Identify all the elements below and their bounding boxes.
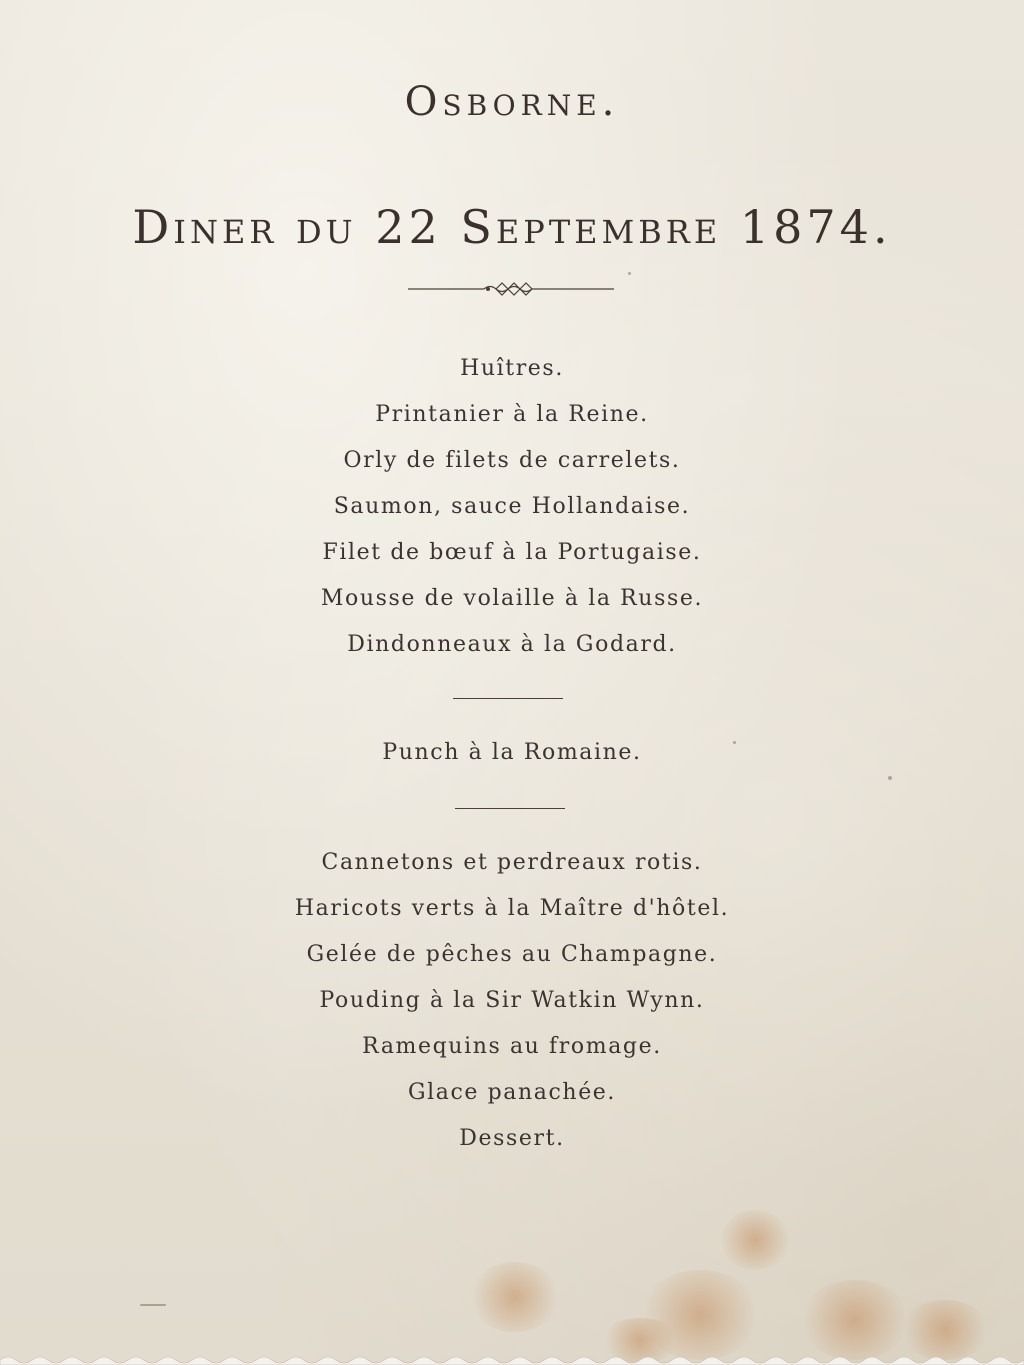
- speck: [140, 1304, 166, 1306]
- ornamental-divider: [408, 278, 614, 300]
- menu-item: Glace panachée.: [407, 1080, 617, 1105]
- menu-item: Mousse de volaille à la Russe.: [320, 586, 704, 611]
- speck: [628, 272, 631, 275]
- menu-item: Gelée de pêches au Champagne.: [306, 942, 718, 967]
- menu-item: Pouding à la Sir Watkin Wynn.: [319, 988, 705, 1013]
- dinner-date-heading: Diner du 22 Septembre 1874.: [132, 200, 892, 255]
- menu-item: Orly de filets de carrelets.: [343, 448, 681, 473]
- menu-item: Haricots verts à la Maître d'hôtel.: [294, 896, 730, 921]
- menu-item: Cannetons et perdreaux rotis.: [321, 850, 703, 875]
- menu-item: Filet de bœuf à la Portugaise.: [322, 540, 702, 565]
- menu-item: Dindonneaux à la Godard.: [347, 632, 677, 657]
- menu-item: Huîtres.: [460, 356, 564, 381]
- stain: [470, 1262, 560, 1332]
- menu-item: Saumon, sauce Hollandaise.: [333, 494, 691, 519]
- speck: [888, 776, 892, 780]
- second-course-list: [0, 840, 1024, 1162]
- page-title: Osborne.: [404, 78, 620, 125]
- menu-item: Printanier à la Reine.: [375, 402, 649, 427]
- section-divider: [455, 808, 565, 809]
- menu-item: Dessert.: [459, 1126, 565, 1151]
- intermezzo-list: [0, 730, 1024, 776]
- first-course-list: [0, 346, 1024, 668]
- section-divider: [453, 698, 563, 699]
- stain: [800, 1280, 910, 1360]
- menu-item: Ramequins au fromage.: [362, 1034, 662, 1059]
- menu-item: Punch à la Romaine.: [382, 740, 642, 765]
- stain: [720, 1210, 790, 1270]
- scalloped-edge: [0, 1351, 1024, 1365]
